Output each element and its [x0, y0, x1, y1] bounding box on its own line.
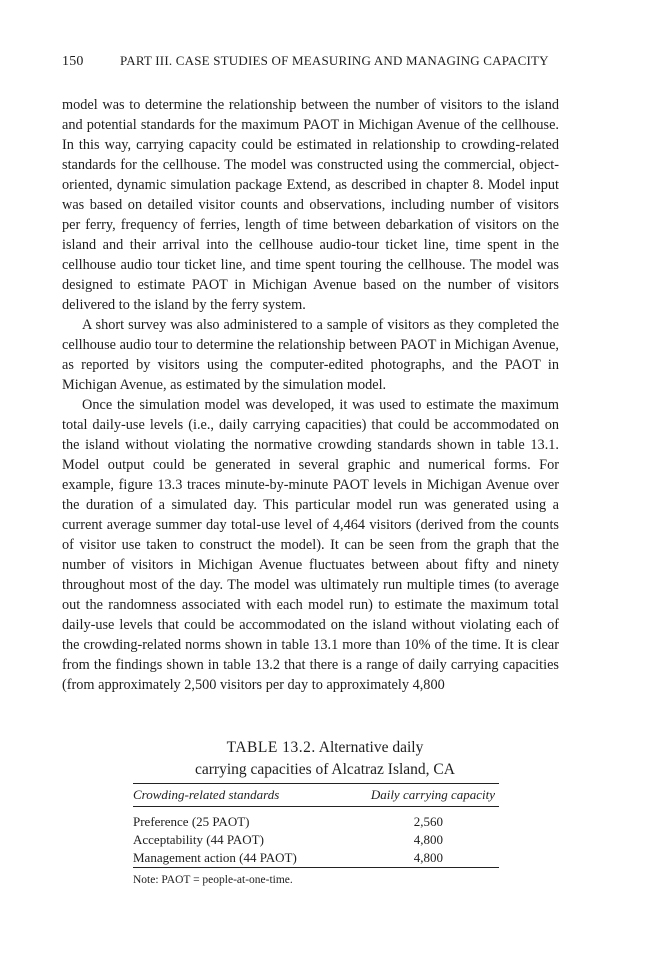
standard-cell: Management action (44 PAOT) — [133, 849, 338, 868]
table-caption-line1: Alternative daily — [318, 739, 424, 756]
capacity-table — [133, 783, 499, 868]
running-head-title: PART III. CASE STUDIES OF MEASURING AND MANAGING CAPACITY — [120, 53, 549, 68]
table-row — [133, 807, 499, 832]
table-note: Note: PAOT = people-at-one-time. — [133, 874, 293, 886]
paragraph: model was to determine the relationship between the number of visitors to the island and potential standards for the maximum PAOT in Michigan Avenue of the cellhouse. In this way, carrying capacity could be estimated in relationship to crowding-related standards for the cellhouse. The model was constructed using the commercial, object-oriented, dynamic simulation package Extend, as described in chapter 8. Model input was based on detailed visitor counts and observations, including number of visitors per ferry, frequency of ferries, length of time between debarkation of visitors on the island and their arrival into the cellhouse audio-tour ticket line, time spent in the cellhouse audio tour ticket line, and time spent touring the cellhouse. The model was designed to estimate PAOT in Michigan Avenue based on the number of visitors delivered to the island by the ferry system. — [62, 97, 559, 313]
capacity-cell: 2,560 — [413, 814, 443, 829]
table-caption — [125, 737, 525, 781]
standard-cell: Acceptability (44 PAOT) — [133, 832, 264, 847]
column-header-capacity: Daily carrying capacity — [338, 784, 499, 807]
table-header-row — [133, 784, 499, 807]
page-number: 150 — [62, 54, 84, 69]
table-row — [133, 849, 499, 868]
paragraph: A short survey was also administered to a sample of visitors as they completed the cellhouse audio tour to determine the relationship between PAOT in Michigan Avenue, as reported by visitors using the computer-edited photographs, and the PAOT in Michigan Avenue, as estimated by the simulation model. — [62, 317, 559, 393]
capacity-cell: 4,800 — [413, 832, 443, 847]
capacity-cell: 4,800 — [338, 849, 499, 868]
table-label: TABLE 13.2. — [226, 739, 316, 756]
running-head — [62, 53, 562, 70]
body-text — [62, 95, 559, 695]
table-row — [133, 831, 499, 849]
standard-cell: Preference (25 PAOT) — [133, 814, 250, 829]
table-caption-line2: carrying capacities of Alcatraz Island, CA — [195, 761, 455, 778]
column-header-standards: Crowding-related standards — [133, 784, 338, 807]
paragraph: Once the simulation model was developed, it was used to estimate the maximum total daily-use levels (i.e., daily carrying capacities) that could be accommodated on the island without violating the normative crowding standards shown in table 13.1. Model output could be generated in several graphic and numerical forms. For example, figure 13.3 traces minute-by-minute PAOT levels in Michigan Avenue over the duration of a simulated day. This particular model run was generated using a current average summer day total-use level of 4,464 visitors (derived from the counts of visitor use taken to construct the model). It can be seen from the graph that the number of visitors in Michigan Avenue fluctuates between about fifty and ninety throughout most of the day. The model was ultimately run multiple times (to average out the randomness associated with each model run) to estimate the maximum total daily-use levels that could be accommodated on the island without violating each of the crowding-related norms shown in table 13.1 more than 10% of the time. It is clear from the findings shown in table 13.2 that there is a range of daily carrying capacities (from approximately 2,500 visitors per day to approximately 4,800 — [62, 397, 559, 693]
